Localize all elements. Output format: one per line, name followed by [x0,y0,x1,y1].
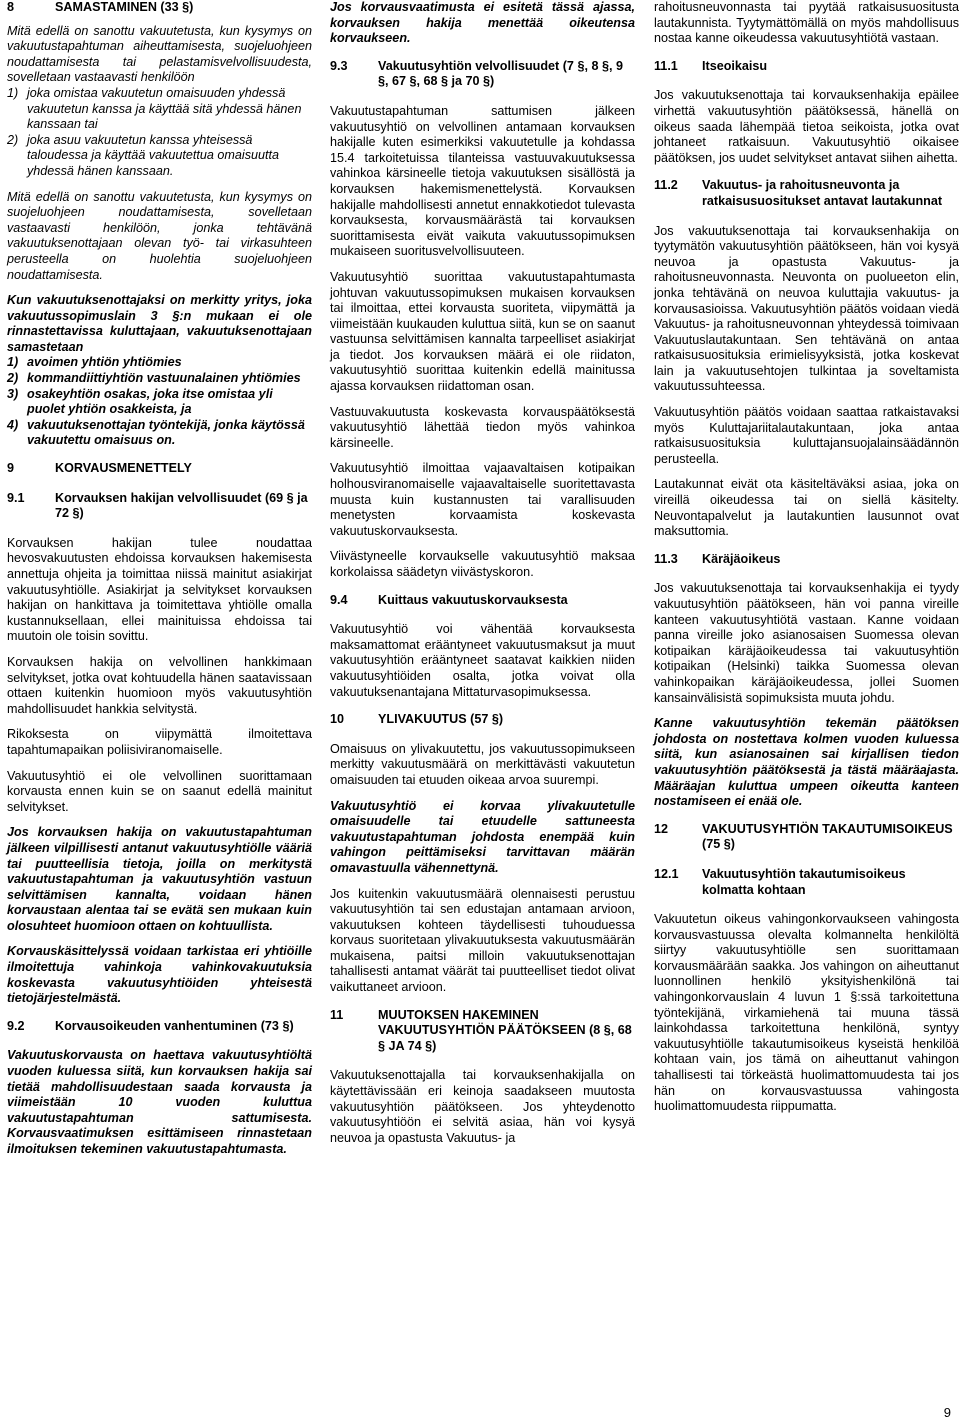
heading-number: 11.3 [654,551,678,566]
paragraph-text: Kun vakuutuksenottajaksi on merkitty yritys, joka vakuutussopimuslain 3 §:n mukaan ei ole rinnastettavissa kuluttajaan, vakuutuksenottajaan samastetaan [7,293,312,354]
list-marker: 1) [7,355,19,370]
list-text: joka omistaa vakuutetun omaisuuden yhdessä vakuutetun kanssa ja käyttää sitä yhdessä hänen kanssaan tai [27,85,302,132]
paragraph: Vakuutusyhtiö ilmoittaa vajaavaltaisen kotipaikan holhousviranomaiselle vajaavaltaiselle suoritettavasta muusta kuin kustannusten tai varallisuuden menetysten korvaamista koskevasta vakuutuskorvauksesta. [330,461,635,538]
list-text: osakeyhtiön osakas, joka itse omistaa yli puolet yhtiön osakkeista, ja [27,386,273,417]
section-heading-12 [654,822,959,853]
paragraph: Vakuutusyhtiön päätös voidaan saattaa ratkaistavaksi myös Kuluttajariitalautakuntaan, joka antaa ratkaisusuosituksia kuluttajansuojalainsäädännön perusteella. [654,405,959,466]
paragraph: Jos vakuutuksenottaja tai korvauksenhakija on tyytymätön vakuutusyhtiön päätökseen, hän voi kysyä neuvoa ja opastusta Vakuutus- ja rahoitusneuvonnasta. Neuvonta on puolueeton elin, jonka tehtävänä on neuvoa kuluttajia vakuutus- ja korvausasioissa. Vakuutusyhtiön päätös voidaan viedä Vakuutus- ja rahoitusneuvonnan yhteydessä toimivaan Vakuutuslautakuntaan. Sen tehtävänä on antaa ratkaisusuosituksia erimielisyyksistä, jotka koskevat lain ja vakuutusehtojen tulkintaa ja soveltamista vakuutussuhteessa. [654,223,959,394]
heading-title: KORVAUSMENETTELY [55,461,192,476]
heading-title: MUUTOKSEN HAKEMINEN VAKUUTUSYHTIÖN PÄÄTÖKSEEN (8 §, 68 § JA 74 §) [378,1007,632,1053]
paragraph: Jos korvausvaatimusta ei esitetä tässä ajassa, korvauksen hakija menettää oikeutensa korvaukseen. [330,0,635,46]
list-item [7,86,312,133]
heading-number: 9.3 [330,58,348,73]
paragraph: Jos vakuutuksenottaja tai korvauksenhakija ei tyydy vakuutusyhtiön päätökseen, hän voi panna vireille kanteen vakuutusyhtiötä vastaan. Kanne voidaan panna vireille joko asianosaisen Suomessa olevan kotipaikan käräjäoikeudessa tai vakuutusyhtiön kotipaikan (Helsinki) taikka Suomessa olevan vahinkopaikan käräjäoikeudessa, jollei Suomen kansainvälisistä sopimuksista muuta johdu. [654,581,959,705]
paragraph: Vakuutetun oikeus vahingonkorvaukseen vahingosta korvausvastuussa olevalta kolmannelta henkilöltä siirtyy vakuutusyhtiölle sen suorittamaan korvausmäärään saakka. Jos vahingon on aiheuttanut luonnollinen henkilö yksityishenkilönä tai vahingonkorvauslain 4 luvun 1 §:ssä tarkoitettuna työntekijänä, virkamiehenä tai muuna tässä lainkohdassa tarkoitettuna henkilönä, syntyy vakuutusyhtiölle takautumisoikeus kyseistä henkilöä kohtaan vain, jos tämä on aiheuttanut vahingon tahallisesti tai törkeästä huolimattomuudesta tai jos hän on korvausvastuussa vahingosta huolimattomuudesta riippumatta. [654,912,959,1114]
heading-number: 9.2 [7,1018,25,1033]
heading-title: Vakuutus- ja rahoitusneuvonta ja ratkaisusuositukset antavat lautakunnat [702,178,943,208]
paragraph: Vastuuvakuutusta koskevasta korvauspäätöksestä vakuutusyhtiö lähettää tiedon myös vahinkoa kärsineelle. [330,404,635,450]
column-left [7,0,312,1168]
heading-number: 9.4 [330,592,348,607]
paragraph-text: Mitä edellä on sanottu vakuutetusta, kun kysymys on vakuutustapahtuman aiheuttamisesta, suojeluohjeen noudattamisesta tai pelastamisvelvollisuudesta, sovelletaan vastaavasti henkilöön [7,23,312,85]
heading-title: Vakuutusyhtiön takautumisoikeus kolmatta kohtaan [702,866,906,897]
list-marker: 2) [7,371,19,386]
list-text: kommandiittiyhtiön vastuunalainen yhtiömies [27,371,301,386]
section-heading-10 [330,712,635,728]
section-heading-11-3 [654,552,959,568]
paragraph: Vakuutuskorvausta on haettava vakuutusyhtiöltä vuoden kuluessa siitä, kun korvauksen hakija sai tietää mahdollisuudestaan saada korvausta ja viimeistään 10 vuoden kuluttua vakuutustapahtuman sattumisesta. Korvausvaatimuksen esittämiseen rinnastetaan ilmoituksen tekeminen vakuutustapahtumasta. [7,1048,312,1156]
paragraph: Viivästyneelle korvaukselle vakuutusyhtiö maksaa korkolaissa säädetyn viivästyskoron. [330,549,635,579]
column-right [654,0,959,1125]
list-marker: 3) [7,386,19,401]
paragraph [7,24,312,180]
heading-number: 9 [7,461,15,476]
paragraph [7,293,312,449]
section-heading-9-3 [330,59,635,90]
heading-title: Korvauksen hakijan velvollisuudet (69 § ja 72 §) [55,490,308,521]
section-heading-9-2 [7,1019,312,1035]
paragraph: Vakuutusyhtiö suorittaa vakuutustapahtumasta johtuvan vakuutussopimuksen mukaisen korvauksen tai ilmoittaa, ettei korvausta suoriteta, viipymättä ja viimeistään kuukauden kuluttua siitä, kun se on saanut vastuunsa selvittämisen kannalta tarpeelliset asiakirjat ja tiedot. Jos korvauksen määrä ei ole riidaton, vakuutusyhtiö suorittaa kuitenkin edellä mainitussa ajassa korvauksen riidattoman osan. [330,269,635,394]
paragraph: Mitä edellä on sanottu vakuutetusta, kun kysymys on suojeluohjeen noudattamisesta, sovelletaan vastaavasti henkilöön, jonka tehtävänä vakuutuksenottajaan olevan työ- tai virkasuhteen perusteella on huolehtia suojeluohjeen noudattamisesta. [7,189,312,282]
heading-title: SAMASTAMINEN (33 §) [55,0,194,14]
list-text: joka asuu vakuutetun kanssa yhteisessä taloudessa ja käyttää vakuutettua omaisuutta yhdessä hänen kanssaan. [27,132,280,178]
paragraph: Omaisuus on ylivakuutettu, jos vakuutussopimukseen merkitty vakuutusmäärä on merkittävästi vakuutetun omaisuuden tai etuuden oikeaa arvoa suurempi. [330,741,635,787]
list-text: vakuutuksenottajan työntekijä, jonka käytössä vakuutettu omaisuus on. [27,417,305,448]
paragraph: Vakuutusyhtiö ei korvaa ylivakuutetulle omaisuudelle tai etuudelle sattuneesta vakuutustapahtuman johdosta enempää kuin vahingon peittämiseksi tarvittavan määrän omavastuulla vähennettynä. [330,798,635,875]
list-item [7,133,312,180]
list-marker: 1) [7,85,19,100]
list-item [7,355,312,371]
page-number: 9 [943,1405,951,1420]
heading-number: 8 [7,0,15,14]
paragraph: Vakuutuksenottajalla tai korvauksenhakijalla on käytettävissään eri keinoja saadakseen muutosta vakuutusyhtiön päätökseen. Jos yhteydenotto vakuutusyhtiöön ei selvitä asiaa, hän voi kysyä neuvoa ja opastusta Vakuutus- ja [330,1068,635,1145]
paragraph: Korvauskäsittelyssä voidaan tarkistaa eri yhtiöille ilmoitettuja vahinkoja vahinkovakuutuksia koskevasta vakuutusyhtiöiden yhteisestä tietojärjestelmästä. [7,944,312,1006]
paragraph: Kanne vakuutusyhtiön tekemän päätöksen johdosta on nostettava kolmen vuoden kuluessa siitä, kun asianosainen sai kirjallisen tiedon vakuutusyhtiön päätöksestä ja tästä määräajasta. Määräajan kuluttua umpeen oikeutta kanteen nostamiseen ei enää ole. [654,716,959,809]
list-marker: 4) [7,417,19,432]
section-heading-8 [7,0,312,16]
paragraph: Jos korvauksen hakija on vakuutustapahtuman jälkeen vilpillisesti antanut vakuutusyhtiölle vääriä tai puutteellisia tietoja, joilla on merkitystä vakuutustapahtuman ja vakuutusyhtiön vastuun selvittämisen kannalta, voidaan hänen korvaustaan alentaa tai se evätä sen mukaan kuin olosuhteet huomioon ottaen on kohtuullista. [7,825,312,933]
list-item [7,371,312,387]
paragraph: Rikoksesta on viipymättä ilmoitettava tapahtumapaikan poliisiviranomaiselle. [7,727,312,757]
paragraph: Lautakunnat eivät ota käsiteltäväksi asiaa, joka on vireillä oikeudessa tai on siellä käsitelty. Neuvontapalvelut ja lautakuntien lausunnot ovat maksuttomia. [654,477,959,539]
section-heading-9-4 [330,593,635,609]
section-heading-12-1 [654,867,959,898]
section-heading-11 [330,1008,635,1055]
paragraph: Jos vakuutuksenottaja tai korvauksenhakija epäilee virhettä vakuutusyhtiön päätöksessä, hänellä on oikeus saada lähempää tietoa seikoista, jotka ovat johtaneet ratkaisuun. Vakuutusyhtiö oikaisee päätöksen, jos uudet selvitykset antavat siihen aihetta. [654,88,959,165]
paragraph: Vakuutusyhtiö ei ole velvollinen suorittamaan korvausta ennen kuin se on saanut edellä mainitut selvitykset. [7,768,312,814]
section-heading-9 [7,461,312,477]
heading-title: YLIVAKUUTUS (57 §) [378,712,504,727]
heading-number: 11.1 [654,58,678,73]
section-heading-9-1 [7,491,312,522]
list-text: avoimen yhtiön yhtiömies [27,355,182,370]
heading-number: 12.1 [654,866,679,881]
list-item [7,387,312,418]
heading-number: 10 [330,712,345,727]
list-item [7,418,312,449]
list-marker: 2) [7,132,19,147]
section-heading-11-1 [654,59,959,75]
heading-number: 11.2 [654,178,678,193]
heading-number: 11 [330,1007,344,1022]
heading-number: 9.1 [7,490,25,505]
heading-title: Kuittaus vakuutuskorvauksesta [378,592,568,607]
heading-title: Käräjäoikeus [702,551,781,566]
paragraph: Vakuutusyhtiö voi vähentää korvauksesta maksamattomat erääntyneet vakuutusmaksut ja muut vakuutusyhtiön erääntyneet saatavat kaikkien niiden vakuutusyhtiöiden osalta, jotka voivat olla vakuutuksenantajana Mittaturvasopimuksessa. [330,622,635,699]
heading-title: Itseoikaisu [702,58,768,73]
paragraph: Jos kuitenkin vakuutusmäärä olennaisesti perustuu vakuutusyhtiön tai sen edustajan antamaan arvioon, vakuutuksen kohteen täydellisesti tuhouduessa korvaus suoritetaan ylivakuutuksesta vakuutusmäärän mukaisena, paitsi milloin vakuutuksenottajan tahallisesti antamat väärät tai puutteelliset tiedot olivat vaikuttaneet arvioon. [330,886,635,995]
heading-number: 12 [654,821,669,836]
paragraph: Vakuutustapahtuman sattumisen jälkeen vakuutusyhtiö on velvollinen antamaan korvauksen hakijalle kuten esimerkiksi vakuutetulle ja kohdassa 15.4 tarkoitetuissa tilanteissa vastuuvakuutuksessa vahinkoa kärsineelle tietoja vakuutuksen sisällöstä ja korvauksen hakemismenettelystä. Korvauksen hakijalle mahdollisesti annetut ennakkotiedot tulevasta korvauksesta, korvausmäärästä tai korvauksen suorittamisesta eivät vaikuta vakuutussopimuksen mukaiseen suoritusvelvollisuuteen. [330,103,635,259]
paragraph: Korvauksen hakijan tulee noudattaa hevosvakuutusten ehdoissa korvauksen hakemisesta annettuja ohjeita ja toimittaa niissä mainitut asiakirjat vakuutusyhtiölle. Asiakirjat ja selvitykset korvauksen hakijan on hankittava ja toimitettava yhtiölle omalla kustannuksellaan, ellei mainituissa ehdoissa tai muutoin ole toisin sovittu. [7,535,312,644]
paragraph: Korvauksen hakija on velvollinen hankkimaan selvitykset, jotka ovat kohtuudella hänen saatavissaan ottaen kuitenkin huomioon myös vakuutusyhtiön mahdollisuudet hankkia selvitystä. [7,654,312,716]
paragraph: rahoitusneuvonnasta tai pyytää ratkaisusuositusta lautakunnista. Tyytymättömällä on myös mahdollisuus nostaa kanne oikeudessa vakuutusyhtiötä vastaan. [654,0,959,46]
section-heading-11-2 [654,178,959,209]
column-middle [330,0,635,1156]
heading-title: Korvausoikeuden vanhentuminen (73 §) [55,1018,294,1033]
heading-title: VAKUUTUSYHTIÖN TAKAUTUMISOIKEUS (75 §) [702,821,953,852]
heading-title: Vakuutusyhtiön velvollisuudet (7 §, 8 §, 9 §, 67 §, 68 § ja 70 §) [378,58,623,89]
